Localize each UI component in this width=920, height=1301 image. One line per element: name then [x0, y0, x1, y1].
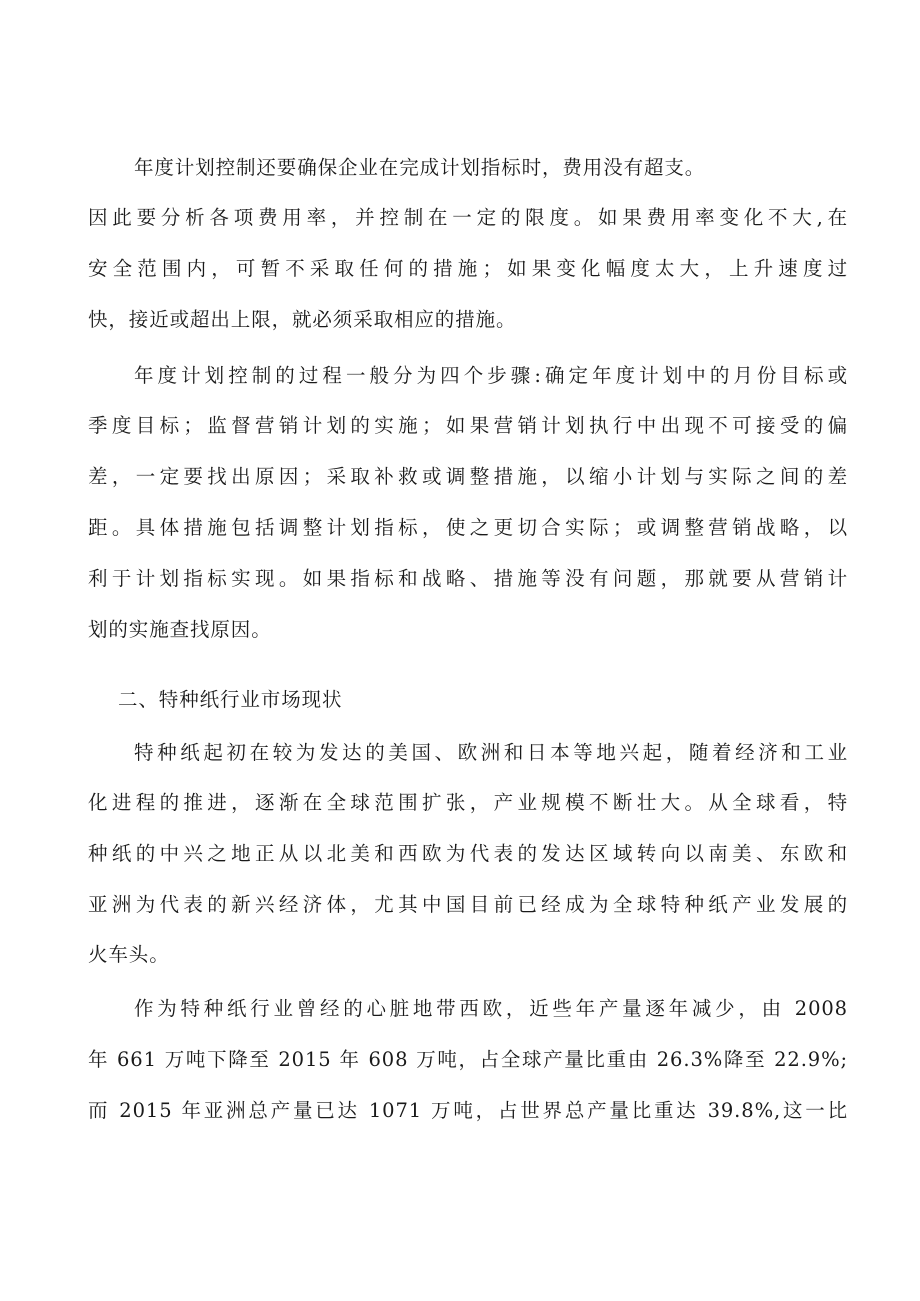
text-line: 化进程的推进，逐渐在全球范围扩张，产业规模不断壮大。从全球看，特: [88, 791, 848, 814]
text-line: 距。具体措施包括调整计划指标，使之更切合实际；或调整营销战略，以: [88, 516, 848, 539]
text-line: 安全范围内，可暂不采取任何的措施；如果变化幅度太大，上升速度过: [88, 257, 848, 280]
text-line: 快，接近或超出上限，就必须采取相应的措施。: [88, 308, 517, 331]
text-line: 划的实施查找原因。: [88, 618, 272, 641]
text-line: 年度计划控制还要确保企业在完成计划指标时，费用没有超支。: [134, 156, 706, 179]
text-line: 年 661 万吨下降至 2015 年 608 万吨，占全球产量比重由 26.3%降至 22.9%;: [88, 1048, 848, 1071]
text-line: 特种纸起初在较为发达的美国、欧洲和日本等地兴起，随着经济和工业: [134, 741, 848, 764]
text-line: 亚洲为代表的新兴经济体，尤其中国目前已经成为全球特种纸产业发展的: [88, 893, 848, 916]
text-line: 差，一定要找出原因；采取补救或调整措施，以缩小计划与实际之间的差: [88, 465, 848, 488]
text-line: 种纸的中兴之地正从以北美和西欧为代表的发达区域转向以南美、东欧和: [88, 842, 848, 865]
text-line: 而 2015 年亚洲总产量已达 1071 万吨，占世界总产量比重达 39.8%,这一比: [88, 1099, 848, 1122]
text-line: 因此要分析各项费用率，并控制在一定的限度。如果费用率变化不大,在: [88, 206, 848, 229]
text-line: 作为特种纸行业曾经的心脏地带西欧，近些年产量逐年减少，由 2008: [134, 997, 848, 1020]
text-line: 年度计划控制的过程一般分为四个步骤:确定年度计划中的月份目标或: [134, 364, 848, 387]
text-line: 利于计划指标实现。如果指标和战略、措施等没有问题，那就要从营销计: [88, 567, 848, 590]
text-line: 火车头。: [88, 943, 170, 966]
text-line: 季度目标；监督营销计划的实施；如果营销计划执行中出现不可接受的偏: [88, 414, 848, 437]
section-heading: 二、特种纸行业市场现状: [118, 688, 343, 711]
